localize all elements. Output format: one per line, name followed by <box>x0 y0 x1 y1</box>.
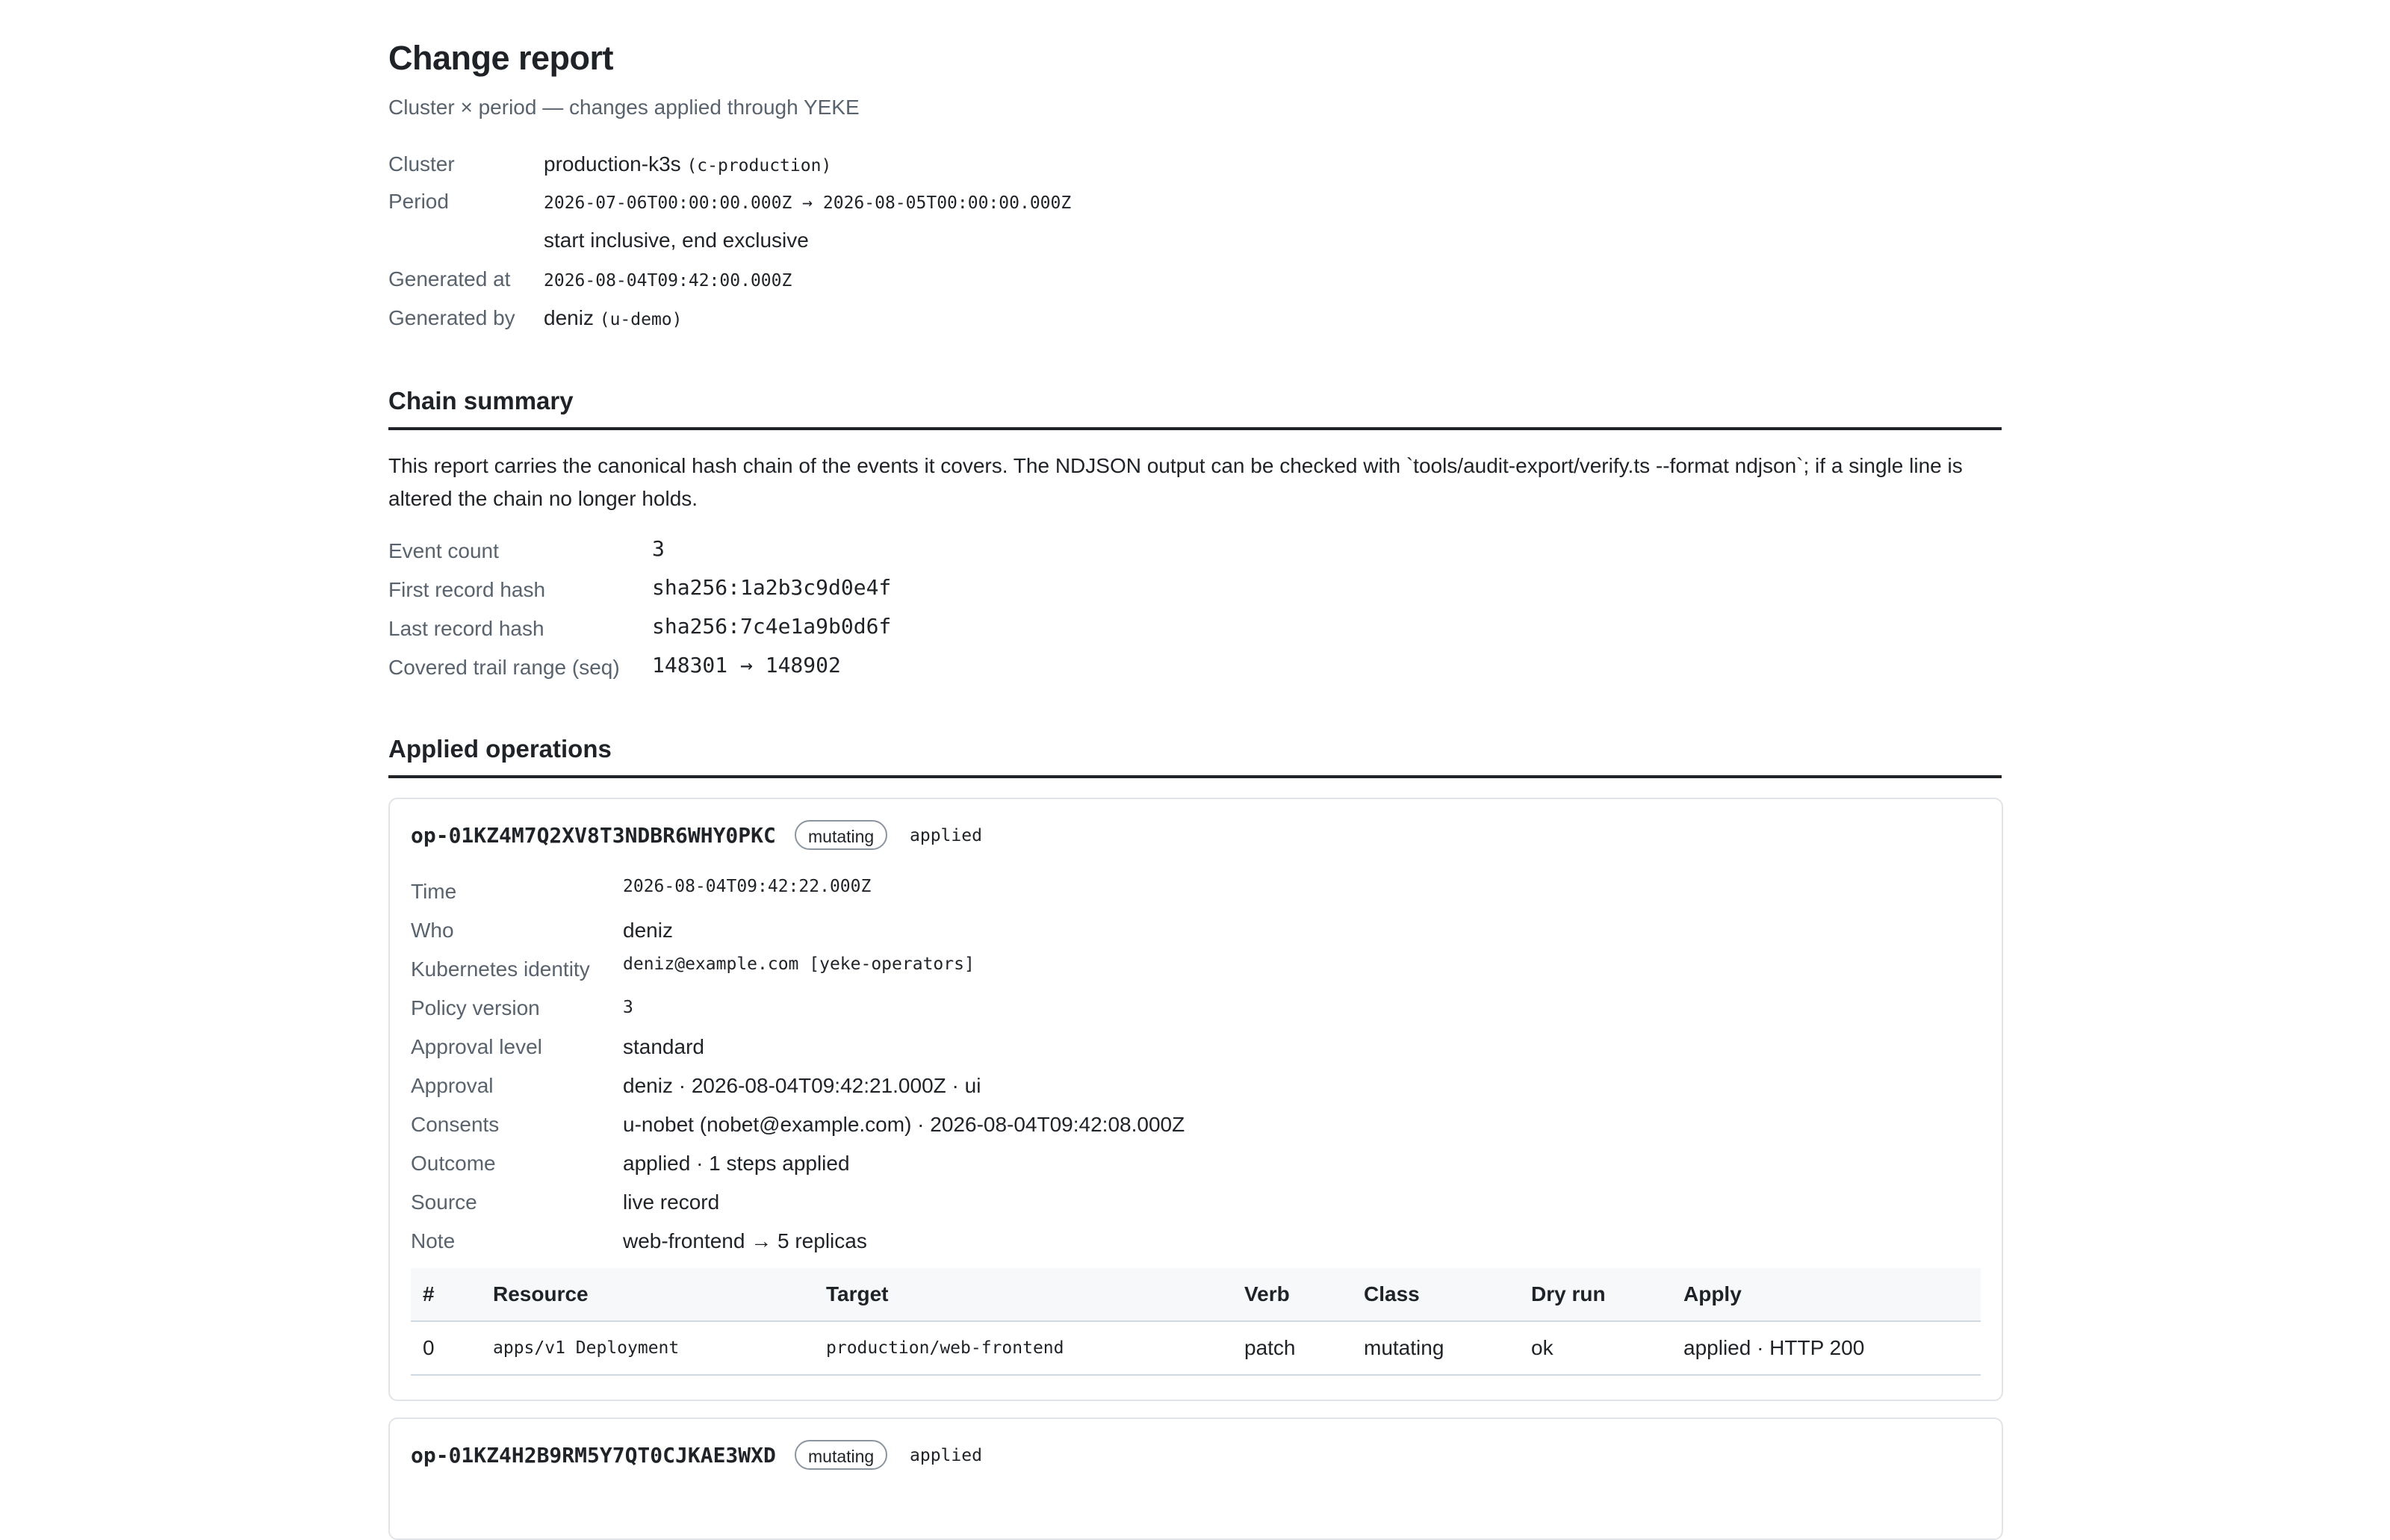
detail-row-approval-level <box>411 1032 1979 1065</box>
steps-table <box>411 1268 1981 1376</box>
meta-label: Period <box>388 190 449 213</box>
column-header-apply: Apply <box>1683 1268 1981 1321</box>
detail-label: Source <box>411 1190 477 1214</box>
detail-row-source <box>411 1187 1979 1220</box>
detail-label: Outcome <box>411 1152 496 1175</box>
summary-value: sha256:7c4e1a9b0d6f <box>652 614 892 639</box>
generated-at-value: 2026-08-04T09:42:00.000Z <box>544 271 792 291</box>
detail-row-who <box>411 916 1979 948</box>
meta-label: Generated by <box>388 306 515 329</box>
detail-row-time <box>411 877 1979 910</box>
meta-row-generated-at <box>388 267 2002 297</box>
operation-id: op-01KZ4M7Q2XV8T3NDBR6WHY0PKC <box>411 823 776 848</box>
detail-label: Approval <box>411 1074 494 1097</box>
summary-label: Last record hash <box>388 617 544 640</box>
detail-value: u-nobet (nobet@example.com) · 2026-08-04T09:42:08.000Z <box>623 1113 1185 1136</box>
step-verb: patch <box>1244 1321 1364 1375</box>
generated-by-name: deniz <box>544 306 594 329</box>
detail-label: Kubernetes identity <box>411 957 590 981</box>
detail-label: Approval level <box>411 1035 542 1058</box>
step-apply: applied · HTTP 200 <box>1683 1321 1981 1375</box>
detail-label: Who <box>411 919 454 942</box>
step-class: mutating <box>1364 1321 1531 1375</box>
column-header-index: # <box>411 1268 493 1321</box>
meta-row-cluster <box>388 152 2002 182</box>
summary-row-first-hash <box>388 575 1285 608</box>
class-badge: mutating <box>795 820 887 850</box>
meta-row-period-note <box>388 229 2002 258</box>
summary-label: First record hash <box>388 578 546 601</box>
step-target: production/web-frontend <box>826 1321 1244 1375</box>
detail-value: deniz@example.com [yeke-operators] <box>623 954 975 974</box>
detail-label: Time <box>411 880 457 903</box>
operation-id: op-01KZ4H2B9RM5Y7QT0CJKAE3WXD <box>411 1443 776 1468</box>
detail-row-consents <box>411 1110 1979 1143</box>
detail-value: web-frontend → 5 replicas <box>623 1229 867 1252</box>
chain-summary-description: This report carries the canonical hash chain of the events it covers. The NDJSON output can be checked with `tools/audit-export/verify.ts --format ndjson`; if a single line is altered the chain no longer holds. <box>388 454 1963 510</box>
operation-card <box>388 1418 2003 1540</box>
step-index: 0 <box>411 1321 493 1375</box>
cluster-id: (c-production) <box>686 156 832 176</box>
meta-value <box>544 190 1071 214</box>
step-dry-run: ok <box>1531 1321 1683 1375</box>
summary-value: sha256:1a2b3c9d0e4f <box>652 575 892 600</box>
operation-card <box>388 798 2003 1401</box>
column-header-resource: Resource <box>493 1268 826 1321</box>
operation-status: applied <box>910 1446 982 1465</box>
period-note: start inclusive, end exclusive <box>544 229 809 252</box>
section-divider <box>388 775 2002 778</box>
steps-header-row <box>411 1268 1981 1321</box>
step-resource: apps/v1 Deployment <box>493 1321 826 1375</box>
applied-operations-heading: Applied operations <box>388 735 612 763</box>
detail-row-outcome <box>411 1149 1979 1182</box>
detail-value: deniz · 2026-08-04T09:42:21.000Z · ui <box>623 1074 981 1097</box>
detail-value: live record <box>623 1190 720 1214</box>
detail-row-policy-version <box>411 993 1979 1026</box>
detail-label: Note <box>411 1229 456 1252</box>
column-header-class: Class <box>1364 1268 1531 1321</box>
summary-label: Event count <box>388 539 499 562</box>
column-header-verb: Verb <box>1244 1268 1364 1321</box>
page-subtitle: Cluster × period — changes applied through YEKE <box>388 96 860 119</box>
cluster-name: production-k3s <box>544 152 681 176</box>
summary-label: Covered trail range (seq) <box>388 656 620 679</box>
detail-row-approval <box>411 1071 1979 1104</box>
meta-label: Generated at <box>388 267 511 291</box>
summary-row-event-count <box>388 536 1285 569</box>
meta-value <box>544 152 831 176</box>
class-badge: mutating <box>795 1440 887 1470</box>
table-row <box>411 1321 1981 1375</box>
detail-value: applied · 1 steps applied <box>623 1152 850 1175</box>
detail-value: deniz <box>623 919 673 942</box>
detail-row-note <box>411 1226 1979 1259</box>
detail-value: 2026-08-04T09:42:22.000Z <box>623 877 872 896</box>
summary-value: 148301 → 148902 <box>652 653 841 677</box>
meta-value <box>544 306 683 330</box>
section-divider <box>388 427 2002 430</box>
meta-row-period <box>388 190 2002 220</box>
summary-row-trail-range <box>388 653 1285 686</box>
detail-label: Policy version <box>411 996 540 1019</box>
detail-label: Consents <box>411 1113 500 1136</box>
period-value: 2026-07-06T00:00:00.000Z → 2026-08-05T00:00:00.000Z <box>544 193 1072 213</box>
meta-row-generated-by <box>388 306 2002 336</box>
detail-row-k8s-identity <box>411 954 1979 987</box>
column-header-dry-run: Dry run <box>1531 1268 1683 1321</box>
column-header-target: Target <box>826 1268 1244 1321</box>
meta-value <box>544 267 792 291</box>
summary-row-last-hash <box>388 614 1285 647</box>
meta-label: Cluster <box>388 152 455 176</box>
generated-by-id: (u-demo) <box>599 310 683 329</box>
detail-value: 3 <box>623 998 633 1017</box>
operation-status: applied <box>910 826 982 845</box>
detail-value: standard <box>623 1035 704 1058</box>
summary-value: 3 <box>652 536 665 561</box>
page-title: Change report <box>388 39 614 77</box>
chain-summary-heading: Chain summary <box>388 387 574 415</box>
